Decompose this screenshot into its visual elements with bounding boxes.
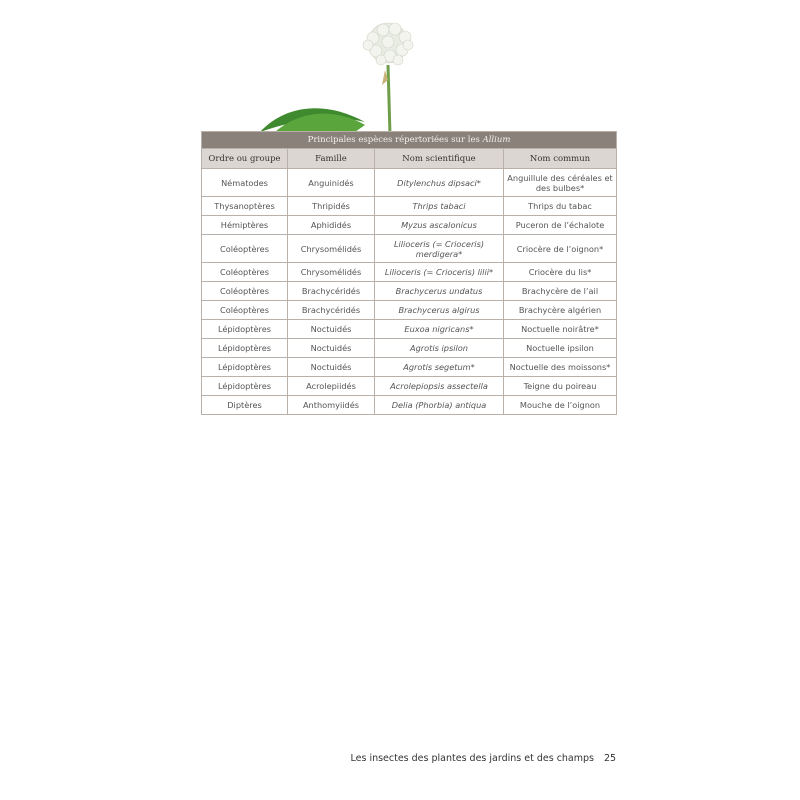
order-cell: Nématodes xyxy=(202,169,288,197)
table-row xyxy=(202,235,617,263)
common-name-cell: Criocère du lis* xyxy=(504,263,617,282)
table-row xyxy=(202,320,617,339)
common-name-cell: Mouche de l’oignon xyxy=(504,396,617,415)
family-cell: Brachycéridés xyxy=(288,282,375,301)
scientific-name-cell: Lilioceris (= Crioceris) merdigera* xyxy=(375,235,504,263)
scientific-name-cell: Thrips tabaci xyxy=(375,197,504,216)
common-name-cell: Puceron de l’échalote xyxy=(504,216,617,235)
order-cell: Coléoptères xyxy=(202,235,288,263)
table-row xyxy=(202,339,617,358)
table-row xyxy=(202,169,617,197)
family-cell: Anthomyiidés xyxy=(288,396,375,415)
order-cell: Thysanoptères xyxy=(202,197,288,216)
table-row xyxy=(202,216,617,235)
table-header-row xyxy=(202,149,617,169)
scientific-name-cell: Acrolepiopsis assectella xyxy=(375,377,504,396)
order-cell: Coléoptères xyxy=(202,263,288,282)
family-cell: Noctuidés xyxy=(288,358,375,377)
scientific-name-cell: Agrotis segetum* xyxy=(375,358,504,377)
common-name-cell: Noctuelle ipsilon xyxy=(504,339,617,358)
order-cell: Lépidoptères xyxy=(202,320,288,339)
family-cell: Noctuidés xyxy=(288,339,375,358)
page-number: 25 xyxy=(604,753,617,764)
scientific-name-cell: Myzus ascalonicus xyxy=(375,216,504,235)
allium-species-table xyxy=(201,131,617,415)
table-row xyxy=(202,282,617,301)
scientific-name-cell: Euxoa nigricans* xyxy=(375,320,504,339)
family-cell: Thripidés xyxy=(288,197,375,216)
scientific-name-cell: Agrotis ipsilon xyxy=(375,339,504,358)
column-header: Famille xyxy=(288,149,375,169)
order-cell: Coléoptères xyxy=(202,282,288,301)
common-name-cell: Noctuelle noirâtre* xyxy=(504,320,617,339)
order-cell: Lépidoptères xyxy=(202,358,288,377)
column-header: Nom scientifique xyxy=(375,149,504,169)
family-cell: Brachycéridés xyxy=(288,301,375,320)
table-title-text: Principales espèces répertoriées sur les xyxy=(307,135,483,145)
common-name-cell: Brachycère de l’ail xyxy=(504,282,617,301)
family-cell: Anguinidés xyxy=(288,169,375,197)
order-cell: Hémiptères xyxy=(202,216,288,235)
scientific-name-cell: Brachycerus algirus xyxy=(375,301,504,320)
order-cell: Lépidoptères xyxy=(202,339,288,358)
scientific-name-cell: Ditylenchus dipsaci* xyxy=(375,169,504,197)
table-row xyxy=(202,301,617,320)
allium-illustration xyxy=(255,10,435,135)
family-cell: Chrysomélidés xyxy=(288,263,375,282)
family-cell: Acrolepiidés xyxy=(288,377,375,396)
scientific-name-cell: Lilioceris (= Crioceris) lilii* xyxy=(375,263,504,282)
order-cell: Lépidoptères xyxy=(202,377,288,396)
order-cell: Diptères xyxy=(202,396,288,415)
table-row xyxy=(202,197,617,216)
common-name-cell: Noctuelle des moissons* xyxy=(504,358,617,377)
running-title: Les insectes des plantes des jardins et des champs xyxy=(350,753,594,764)
common-name-cell: Brachycère algérien xyxy=(504,301,617,320)
table-row xyxy=(202,377,617,396)
scientific-name-cell: Brachycerus undatus xyxy=(375,282,504,301)
family-cell: Noctuidés xyxy=(288,320,375,339)
table-title xyxy=(202,132,617,149)
table-title-genus: Allium xyxy=(482,135,511,145)
table-row xyxy=(202,396,617,415)
order-cell: Coléoptères xyxy=(202,301,288,320)
table-row xyxy=(202,358,617,377)
family-cell: Aphididés xyxy=(288,216,375,235)
common-name-cell: Teigne du poireau xyxy=(504,377,617,396)
column-header: Ordre ou groupe xyxy=(202,149,288,169)
column-header: Nom commun xyxy=(504,149,617,169)
common-name-cell: Anguillule des céréales et des bulbes* xyxy=(504,169,617,197)
common-name-cell: Thrips du tabac xyxy=(504,197,617,216)
table-row xyxy=(202,263,617,282)
family-cell: Chrysomélidés xyxy=(288,235,375,263)
common-name-cell: Criocère de l’oignon* xyxy=(504,235,617,263)
scientific-name-cell: Delia (Phorbia) antiqua xyxy=(375,396,504,415)
